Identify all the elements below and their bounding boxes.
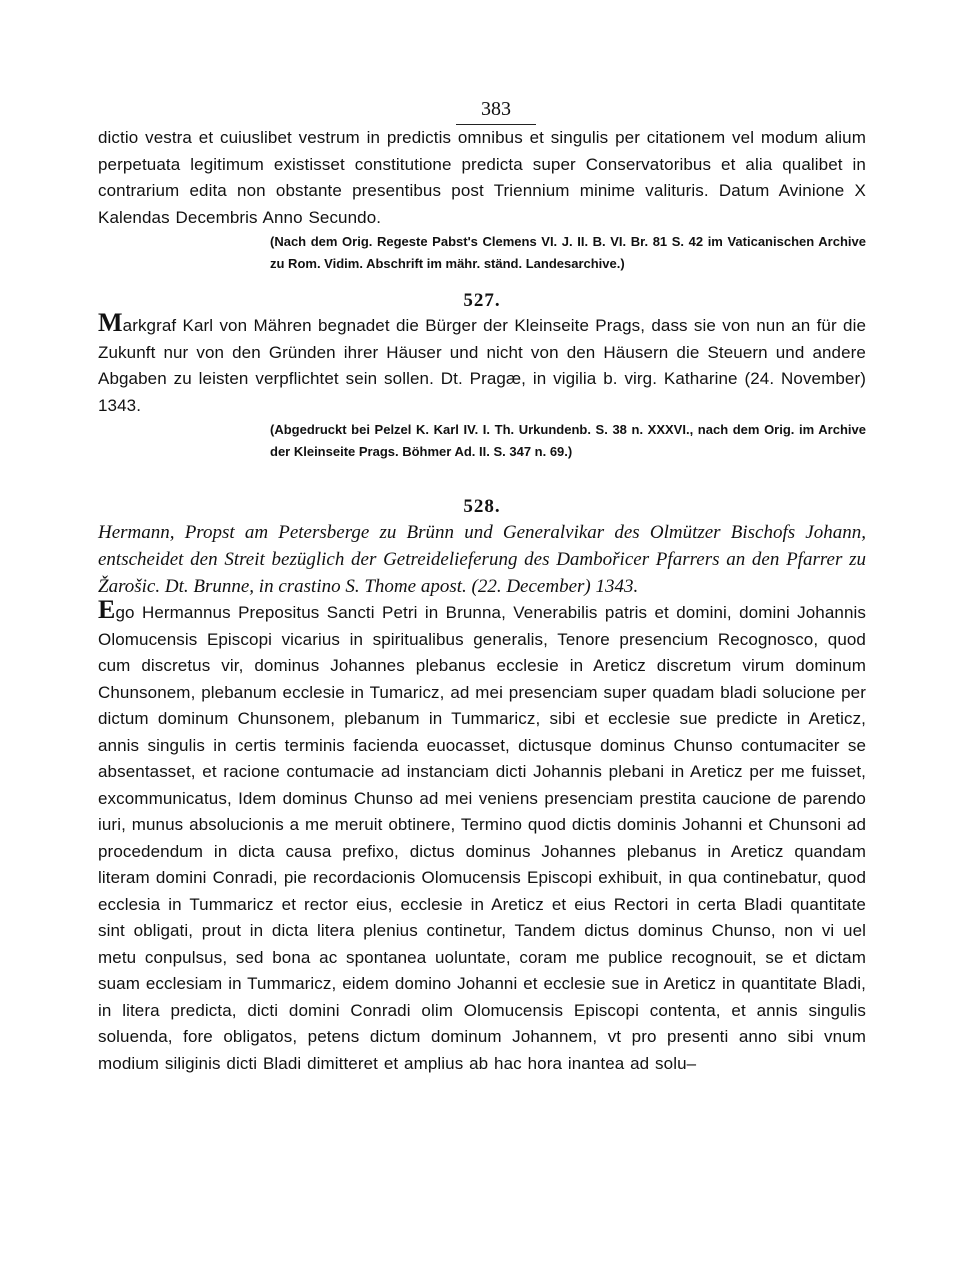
initial-letter-527: M bbox=[98, 308, 123, 337]
source-note-527: (Abgedruckt bei Pelzel K. Karl IV. I. Th. Urkundenb. S. 38 n. XXXVI., nach dem Orig. im Archive der Kleinseite Prags. Böhmer Ad. II. S. 347 n. 69.) bbox=[270, 422, 866, 459]
document-527-summary bbox=[98, 308, 866, 419]
initial-letter-528: E bbox=[98, 595, 116, 624]
page-number-rule bbox=[456, 124, 536, 125]
document-number-528: 528. bbox=[463, 496, 501, 517]
document-528-text-body: go Hermannus Prepositus Sancti Petri in Brunna, Venerabilis patris et domini, domini Johannis Olomucensis Episcopi vicarius in spiritualibus generalis, Tenore presencium Recognosco, quod cum discretus vir, dominus Johannes plebanus ecclesie in Areticz discretum virum dominum Chunsonem, plebanum ecclesie in Tumaricz, ad mei presenciam super quadam bladi solucione per dictum dominum Chunsonem, plebanum in Tummaricz, sibi et ecclesie sue predicte in Areticz, annis singulis in certis terminis facienda euocasset, dictusque dominus Chunso contumaciter se absentasset, et racione contumacie ad instanciam dicti Johannis plebani in Areticz per me fuisset, excommunicatus, Idem dominus Chunso ad mei veniens presenciam prestita caucione de parendo iuri, munus absolucionis a me meruit obtinere, Termino quod dictis dominis Johanni et Chunsoni ad procedendum in dicta causa prefixo, dictus dominus Johannes plebanus in Areticz quandam literam domini Conradi, pie recordacionis Olomucensis Episcopi exhibuit, in qua continebatur, quod ecclesia in Tummaricz et rector eius, ecclesie in Areticz et eius Rectori in certa Bladi quantitate sint obligati, prout in dicta litera plenius continetur, Tandem dictus dominus Chunso, non vi uel metu conpulsus, sed bona ac spontanea uoluntate, coram me publice recognouit, se et dictam suam ecclesiam in Tummaricz, eidem domino Johanni et ecclesie sue in Areticz in quantitate Bladi, in litera predicta, dicti domini Conradi olim Olomucensis Episcopi contenta, et annis singulis soluenda, fore obligatos, petens dictum dominum Johannem, vt pro presenti anno sibi vnum modium siliginis dicti Bladi dimitteret et amplius ab hac hora inantea ad solu– bbox=[98, 603, 867, 1073]
document-528-regest: Hermann, Propst am Petersberge zu Brünn und Generalvikar des Olmützer Bischofs Johann, entscheidet den Streit bezüglich der Getreidelieferung des Dambořicer Pfarrers an den Pfarrer zu Žarošic. Dt. Brunne, in crastino S. Thome apost. (22. December) 1343. bbox=[98, 522, 866, 597]
document-528-text bbox=[98, 595, 867, 1077]
document-number-527: 527. bbox=[463, 290, 501, 311]
page-number: 383 bbox=[481, 98, 511, 120]
document-527-summary-text: arkgraf Karl von Mähren begnadet die Bürger der Kleinseite Prags, dass sie von nun an für die Zukunft nur von den Gründen ihrer Häuser und nicht von den Häusern die Steuern und andere Abgaben zu leisten verpflichtet sein sollen. Dt. Pragæ, in vigilia b. virg. Katharine (24. November) 1343. bbox=[98, 316, 866, 415]
document-page bbox=[98, 96, 866, 1077]
source-note-continuation: (Nach dem Orig. Regeste Pabst's Clemens VI. J. II. B. VI. Br. 81 S. 42 im Vaticanischen Archive zu Rom. Vidim. Abschrift im mähr. ständ. Landesarchive.) bbox=[270, 234, 866, 271]
continuation-paragraph: dictio vestra et cuiuslibet vestrum in predictis omnibus et singulis per citationem vel modum alium perpetuata legitimum existisset constitutione predicta super Conservatoribus et alia qualibet in contrarium edita non obstante presentibus post Triennium minime valituris. Datum Avinione X Kalendas Decembris Anno Secundo. bbox=[98, 128, 866, 227]
